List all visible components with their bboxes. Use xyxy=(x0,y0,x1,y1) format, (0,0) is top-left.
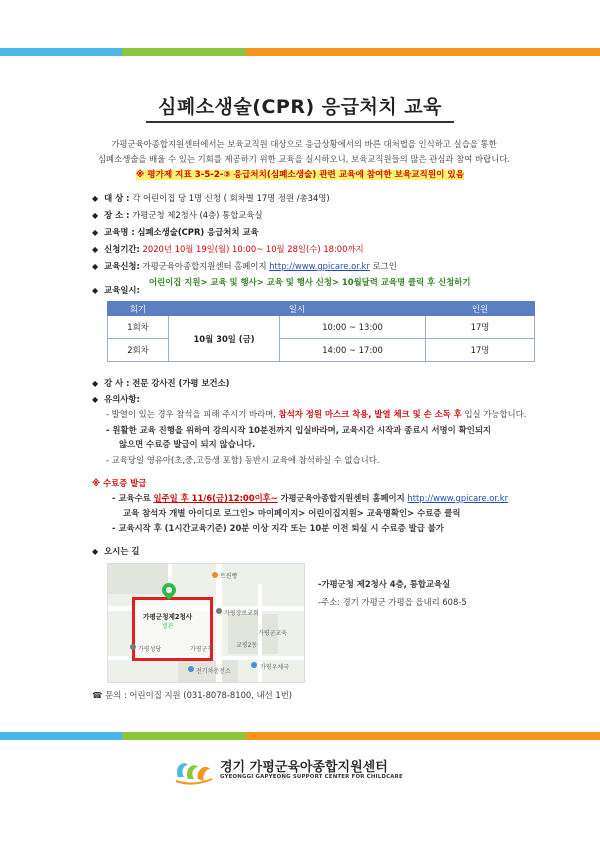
map-marker-label: 가평군청제2청사 xyxy=(143,613,193,621)
info-period: ◆ 신청기간: 2020년 10월 19일(월) 10:00~ 10월 28일(수) 18:00까지 xyxy=(92,244,364,254)
certificate-path: 교육 참석자 개별 아이디로 로그인> 마이페이지> 어린이집지원> 교육명확인> 수료증 클릭 xyxy=(123,508,461,518)
contact-info: ☎ 문의 : 어린이집 지원 (031-8078-8100, 내선 1번) xyxy=(92,690,293,700)
note-2a: - 원활한 교육 진행을 위하여 강의시작 10분전까지 입실바라며, 교육시간 시작과 종료시 서명이 확인되지 xyxy=(106,425,491,435)
certificate-line-2: - 교육시작 후 (1시간교육기준) 20분 이상 지각 또는 10분 이전 퇴실 시 수료증 발급 불가 xyxy=(112,523,444,533)
location-map[interactable] xyxy=(107,563,305,683)
info-notes: ◆ 유의사항: xyxy=(92,394,140,404)
certificate-title: ※ 수료증 발급 xyxy=(92,478,147,488)
center-name: 경기 가평군육아종합지원센터 xyxy=(220,760,388,775)
diamond-bullet-icon: ◆ xyxy=(92,379,99,388)
count-cell: 17명 xyxy=(426,339,535,362)
info-schedule-label: ◆ 교육일시: xyxy=(92,285,140,295)
date-cell: 10월 30일 (금) xyxy=(169,316,280,362)
diamond-bullet-icon: ◆ xyxy=(92,262,99,271)
map-label: 트윈빵 xyxy=(220,573,238,580)
center-name-english: GYEONGGI GAPYEONG SUPPORT CENTER FOR CHILDCARE xyxy=(220,774,403,780)
diamond-bullet-icon: ◆ xyxy=(92,211,99,220)
diamond-bullet-icon: ◆ xyxy=(92,228,99,237)
footer-logo xyxy=(172,753,428,789)
diamond-bullet-icon: ◆ xyxy=(92,547,99,556)
intro-line-1: 가평군육아종합지원센터에서는 보육교직원 대상으로 응급상황에서의 바른 대처법을 인식하고 실습을 통한 xyxy=(111,139,497,149)
intro-text xyxy=(64,137,544,167)
map-label: 가평성당 xyxy=(138,646,162,653)
intro-line-2: 심폐소생술을 배울 수 있는 기회를 제공하기 위한 교육을 실시하오니, 보육교직원들의 많은 관심과 참여 바랍니다. xyxy=(97,154,511,164)
map-label: 가평군교육 xyxy=(258,630,287,637)
directions-address-1: -가평군청 제2청사 4층, 통합교육실 xyxy=(318,579,451,589)
diamond-bullet-icon: ◆ xyxy=(92,194,99,203)
header-session: 회기 xyxy=(108,302,169,316)
phone-icon: ☎ xyxy=(92,690,103,700)
apply-path: 어린이집 지원> 교육 및 행사> 교육 및 행사 신청> 10월달력 교육명 클릭 후 신청하기 xyxy=(149,277,471,287)
evaluation-note xyxy=(0,168,600,180)
session-cell: 2회차 xyxy=(108,339,169,362)
diamond-bullet-icon: ◆ xyxy=(92,395,99,404)
diamond-bullet-icon: ◆ xyxy=(92,245,99,254)
session-cell: 1회차 xyxy=(108,316,169,339)
map-label: 교평2동 xyxy=(236,642,258,649)
map-label: 전기차충전소 xyxy=(196,668,231,675)
table-row xyxy=(108,316,535,339)
info-instructor: ◆ 강 사 : 전문 강사진 (가평 보건소) xyxy=(92,378,230,388)
info-apply: ◆ 교육신청: 가평군육아종합지원센터 홈페이지 http://www.gpicare.or.kr 로그인 xyxy=(92,261,397,271)
map-pin-dot xyxy=(166,587,172,593)
map-label: 가평우체국 xyxy=(260,664,289,671)
header-datetime: 일시 xyxy=(169,302,426,316)
note-3: - 교육당일 영유아(초,중,고등생 포함) 동반시 교육에 참석하실 수 없습니다. xyxy=(106,455,380,465)
title-underline xyxy=(146,121,454,123)
note-2b: 않으면 수료증 발급이 되지 않습니다. xyxy=(119,439,256,449)
diamond-bullet-icon: ◆ xyxy=(92,286,99,295)
map-label: 가평군청 xyxy=(190,646,214,653)
page-title: 심폐소생술(CPR) 응급처치 교육 xyxy=(158,96,442,118)
table-header-row xyxy=(108,302,535,316)
bottom-color-bar xyxy=(0,732,600,740)
info-target: ◆ 대 상 : 각 어린이집 당 1명 신청 ( 회차별 17명 정원 /총34명) xyxy=(92,193,330,203)
schedule-table xyxy=(107,301,535,362)
info-place: ◆ 장 소 : 가평군청 제2청사 (4층) 통합교육실 xyxy=(92,210,263,220)
top-color-bar xyxy=(0,48,600,56)
map-marker-sublabel: 별관 xyxy=(162,623,174,630)
time-cell: 10:00 ~ 13:00 xyxy=(280,316,426,339)
directions-address-2: -주소: 경기 가평군 가평읍 읍내리 608-5 xyxy=(318,597,467,607)
certificate-line-1: - 교육수료 일주일 후 11/6(금)12:00이후~ 가평군육아종합지원센터 홈페이지 http://www.gpicare.or.kr xyxy=(112,493,509,503)
time-cell: 14:00 ~ 17:00 xyxy=(280,339,426,362)
center-logo-icon xyxy=(172,755,214,785)
header-count: 인원 xyxy=(426,302,535,316)
note-1: - 발열이 있는 경우 참석을 피해 주시기 바라며, 참석자 정원 마스크 착용, 발열 체크 및 손 소독 후 입실 가능합니다. xyxy=(106,409,527,419)
count-cell: 17명 xyxy=(426,316,535,339)
info-directions: ◆ 오시는 길 xyxy=(92,546,140,556)
evaluation-note-text: ※ 평가제 지표 3-5-2-③ 응급처치(심폐소생술) 관련 교육에 참여한 보육교직원이 있음 xyxy=(135,170,465,180)
info-course: ◆ 교육명 : 심폐소생술(CPR) 응급처치 교육 xyxy=(92,227,259,237)
homepage-link[interactable]: http://www.gpicare.or.kr xyxy=(407,493,509,503)
map-label: 가평장로교회 xyxy=(224,610,259,617)
homepage-link[interactable]: http://www.gpicare.or.kr xyxy=(269,261,370,271)
